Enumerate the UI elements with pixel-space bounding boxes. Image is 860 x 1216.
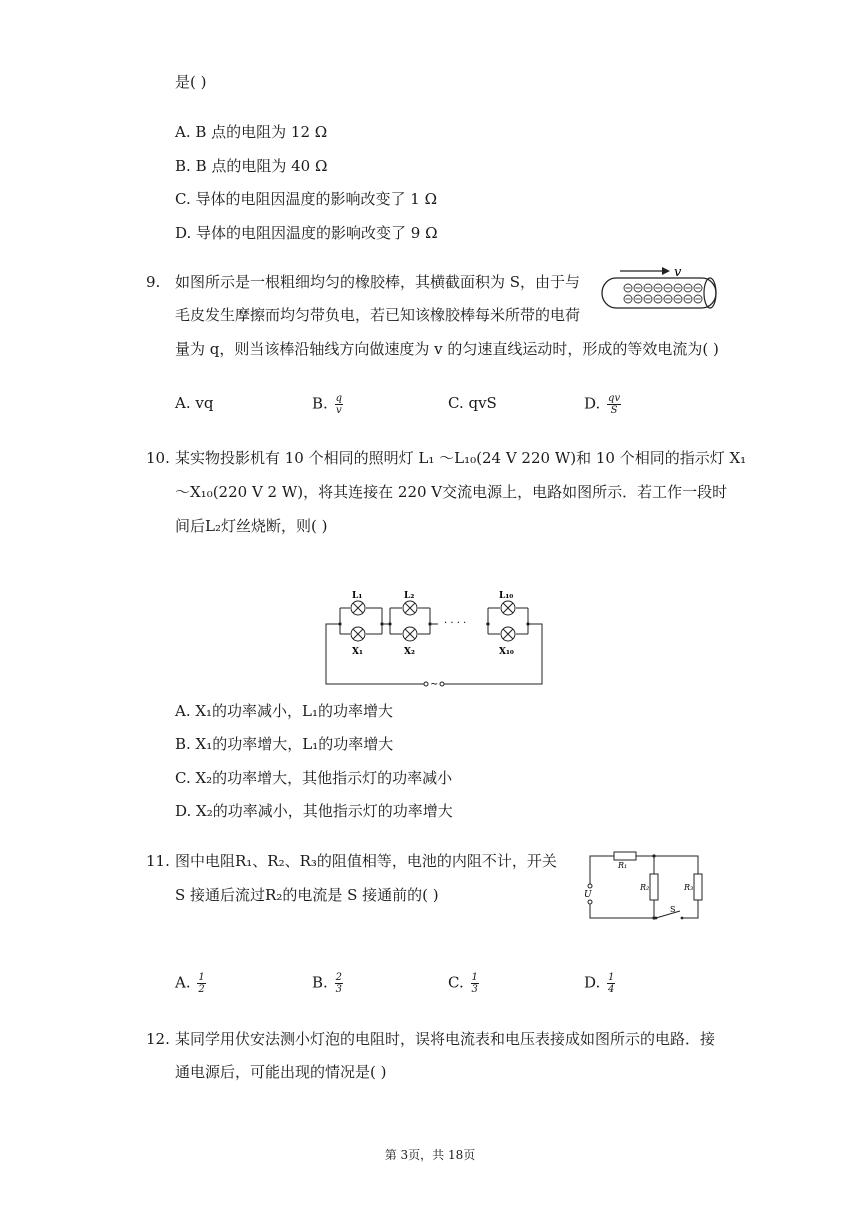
q9-line1: 如图所示是一根粗细均匀的橡胶棒，其横截面积为 S，由于与 bbox=[175, 273, 581, 291]
lamp-circuit-figure bbox=[318, 586, 550, 692]
q9-line2: 毛皮发生摩擦而均匀带负电，若已知该橡胶棒每米所带的电荷 bbox=[175, 306, 581, 324]
q10-line3: 间后L₂灯丝烧断，则( ) bbox=[175, 517, 328, 535]
q12-number: 12. bbox=[146, 1030, 170, 1048]
label-l10: L₁₀ bbox=[499, 591, 514, 601]
velocity-label: v bbox=[674, 265, 682, 280]
label-l2: L₂ bbox=[404, 591, 415, 601]
label-l1: L₁ bbox=[352, 591, 363, 601]
label-x2: X₂ bbox=[404, 647, 415, 657]
label-r3: R₃ bbox=[684, 883, 694, 892]
q12-line1: 某同学用伏安法测小灯泡的电阻时，误将电流表和电压表接成如图所示的电路．接 bbox=[175, 1030, 716, 1048]
q12-line2: 通电源后，可能出现的情况是( ) bbox=[175, 1063, 387, 1081]
r2-box bbox=[650, 874, 658, 900]
page-footer: 第 3页，共 18页 bbox=[384, 1148, 476, 1162]
q10-option-d: D. X₂的功率减小，其他指示灯的功率增大 bbox=[175, 802, 453, 820]
label-x1: X₁ bbox=[352, 647, 363, 657]
resistor-circuit-figure bbox=[582, 848, 712, 928]
q8-option-b: B. B 点的电阻为 40 Ω bbox=[175, 157, 328, 175]
q9-line3: 量为 q，则当该棒沿轴线方向做速度为 v 的匀速直线运动时，形成的等效电流为( ) bbox=[175, 340, 719, 358]
q9-option-a: A. vq bbox=[175, 394, 214, 412]
q8-option-d: D. 导体的电阻因温度的影响改变了 9 Ω bbox=[175, 224, 438, 242]
q10-option-c: C. X₂的功率增大，其他指示灯的功率减小 bbox=[175, 769, 453, 787]
q11-line1: 图中电阻R₁、R₂、R₃的阻值相等，电池的内阻不计，开关 bbox=[175, 852, 557, 870]
r1-box bbox=[614, 852, 636, 860]
q9-number: 9. bbox=[146, 273, 161, 291]
ac-source-symbol: ∼ bbox=[430, 679, 439, 690]
label-x10: X₁₀ bbox=[499, 647, 514, 657]
q11-option-a: A. $\frac{1}{2}$ bbox=[175, 972, 205, 995]
q11-option-c: C. $\frac{1}{3}$ bbox=[448, 972, 478, 995]
q8-stem-tail: 是( ) bbox=[175, 73, 207, 91]
label-s: S bbox=[670, 905, 676, 914]
q10-line2: ～X₁₀(220 V 2 W)，将其连接在 220 V交流电源上，电路如图所示．若工作一段时 bbox=[175, 483, 728, 501]
q10-option-a: A. X₁的功率减小，L₁的功率增大 bbox=[175, 702, 394, 720]
q8-option-a: A. B 点的电阻为 12 Ω bbox=[175, 123, 328, 141]
rubber-rod-figure bbox=[598, 262, 722, 312]
q8-option-c: C. 导体的电阻因温度的影响改变了 1 Ω bbox=[175, 190, 438, 208]
ellipsis-dots: · · · · bbox=[444, 618, 467, 629]
label-r1: R₁ bbox=[618, 861, 628, 870]
q10-line1: 某实物投影机有 10 个相同的照明灯 L₁ ～L₁₀(24 V 220 W)和 10 个相同的指示灯 X₁ bbox=[175, 449, 747, 467]
q9-option-b: B. $\frac{q}{v}$ bbox=[312, 393, 342, 416]
q10-option-b: B. X₁的功率增大，L₁的功率增大 bbox=[175, 735, 394, 753]
q11-option-d: D. $\frac{1}{4}$ bbox=[584, 972, 615, 995]
q10-number: 10. bbox=[146, 449, 170, 467]
q9-option-c: C. qvS bbox=[448, 394, 497, 412]
q9-option-d: D. $\frac{qv}{S}$ bbox=[584, 393, 621, 416]
q11-number: 11. bbox=[146, 852, 170, 870]
q11-line2: S 接通后流过R₂的电流是 S 接通前的( ) bbox=[175, 886, 439, 904]
label-u: U bbox=[584, 890, 592, 900]
r3-box bbox=[694, 874, 702, 900]
q11-option-b: B. $\frac{2}{3}$ bbox=[312, 972, 342, 995]
rod-body bbox=[602, 278, 716, 308]
label-r2: R₂ bbox=[640, 883, 650, 892]
